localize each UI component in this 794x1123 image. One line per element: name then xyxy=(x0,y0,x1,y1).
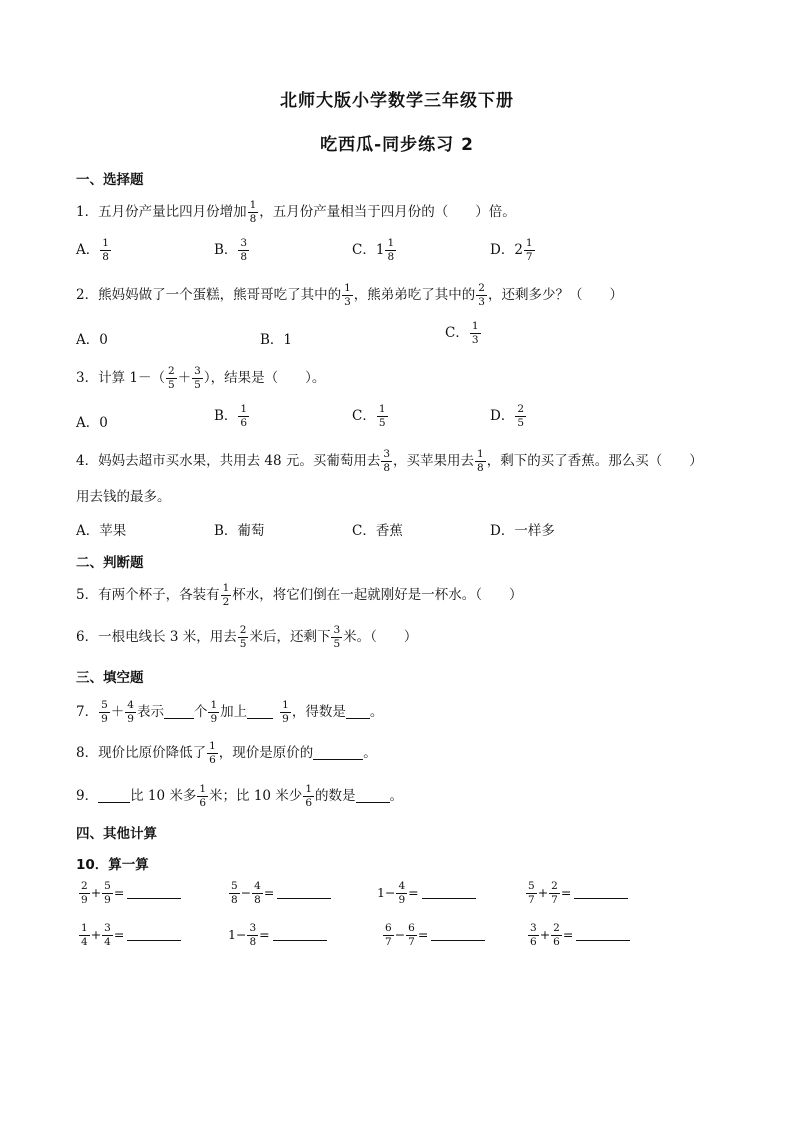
option-a[interactable]: A． $\frac{1}{8}$ xyxy=(76,237,109,263)
calc-item: $\frac{5}{7}$ + $\frac{2}{7}$ = xyxy=(525,881,628,906)
answer-blank[interactable] xyxy=(247,704,273,719)
section-heading: 三、填空题 xyxy=(76,670,144,686)
answer-blank[interactable] xyxy=(127,926,181,941)
option-b[interactable]: B． $\frac{3}{8}$ xyxy=(214,237,248,263)
answer-blank[interactable] xyxy=(164,704,194,719)
section-heading: 四、其他计算 xyxy=(76,826,157,842)
option-b[interactable]: B． $\frac{1}{6}$ xyxy=(214,403,248,429)
question-4-line2: 用去钱的最多。 xyxy=(76,489,171,505)
answer-blank[interactable] xyxy=(127,884,181,899)
question-5: 5．有两个杯子，各装有 $\frac{1}{2}$ 杯水，将它们倒在一起就刚好是一杯水。（ ） xyxy=(76,582,523,608)
answer-blank[interactable] xyxy=(431,926,485,941)
calc-item: 1− $\frac{4}{9}$ = xyxy=(377,881,476,906)
page-title: 北师大版小学数学三年级下册 xyxy=(280,91,514,111)
option-c[interactable]: C． $\frac{1}{5}$ xyxy=(352,403,386,429)
calc-item: $\frac{3}{6}$ + $\frac{2}{6}$ = xyxy=(527,923,630,948)
option-d[interactable]: D．一样多 xyxy=(490,523,555,539)
question-7: 7． $\frac{5}{9}$ ＋ $\frac{4}{9}$ 表示 个 $\frac{1}{9}$ 加上 $\frac{1}{9}$ ，得数是 。 xyxy=(76,699,384,725)
option-b[interactable]: B．1 xyxy=(260,332,293,348)
answer-blank[interactable] xyxy=(576,926,630,941)
question-3: 3．计算 1－（ $\frac{2}{5}$ ＋ $\frac{3}{5}$ ），结果是（ ）。 xyxy=(76,365,326,391)
question-4: 4．妈妈去超市买水果，共用去 48 元。买葡萄用去 $\frac{3}{8}$ ，买苹果用去 $\frac{1}{8}$ ，剩下的买了香蕉。那么买（ ） xyxy=(76,448,703,474)
answer-blank[interactable] xyxy=(356,788,390,803)
answer-blank[interactable] xyxy=(98,788,130,803)
option-a[interactable]: A．0 xyxy=(76,332,108,348)
section-heading: 一、选择题 xyxy=(76,172,144,188)
question-9: 9． 比 10 米多 $\frac{1}{6}$ 米；比 10 米少 $\frac{1}{6}$ 的数是 。 xyxy=(76,783,403,809)
calc-item: $\frac{2}{9}$ + $\frac{5}{9}$ = xyxy=(78,881,181,906)
option-c[interactable]: C．1 $\frac{1}{8}$ xyxy=(352,237,395,263)
calc-item: $\frac{5}{8}$ − $\frac{4}{8}$ = xyxy=(228,881,331,906)
section-heading: 二、判断题 xyxy=(76,555,144,571)
calc-item: $\frac{6}{7}$ − $\frac{6}{7}$ = xyxy=(382,923,485,948)
answer-blank[interactable] xyxy=(313,745,363,760)
answer-blank[interactable] xyxy=(346,704,370,719)
fraction: $\frac{1}{8}$ xyxy=(249,199,257,225)
option-c[interactable]: C．香蕉 xyxy=(352,523,403,539)
option-b[interactable]: B．葡萄 xyxy=(214,523,265,539)
question-2: 2．熊妈妈做了一个蛋糕，熊哥哥吃了其中的 $\frac{1}{3}$ ，熊弟弟吃了其中的 $\frac{2}{3}$ ，还剩多少？（ ） xyxy=(76,282,623,308)
option-a[interactable]: A．苹果 xyxy=(76,523,127,539)
option-a[interactable]: A．0 xyxy=(76,415,108,431)
calc-item: $\frac{1}{4}$ + $\frac{3}{4}$ = xyxy=(78,923,181,948)
calc-item: 1− $\frac{3}{8}$ = xyxy=(228,923,327,948)
answer-blank[interactable] xyxy=(273,926,327,941)
option-d[interactable]: D．2 $\frac{1}{7}$ xyxy=(490,237,533,263)
option-c[interactable]: C． $\frac{1}{3}$ xyxy=(445,320,479,346)
question-6: 6．一根电线长 3 米，用去 $\frac{2}{5}$ 米后，还剩下 $\frac{3}{5}$ 米。（ ） xyxy=(76,624,418,650)
answer-blank[interactable] xyxy=(422,884,476,899)
page-subtitle: 吃西瓜-同步练习 2 xyxy=(320,135,474,155)
option-d[interactable]: D． $\frac{2}{5}$ xyxy=(490,403,525,429)
question-1: 1．五月份产量比四月份增加 $\frac{1}{8}$ ，五月份产量相当于四月份的（ ）倍。 xyxy=(76,199,516,225)
question-8: 8．现价比原价降低了 $\frac{1}{6}$ ，现价是原价的 。 xyxy=(76,740,377,766)
answer-blank[interactable] xyxy=(574,884,628,899)
answer-blank[interactable] xyxy=(277,884,331,899)
question-10-label: 10．算一算 xyxy=(76,857,149,873)
